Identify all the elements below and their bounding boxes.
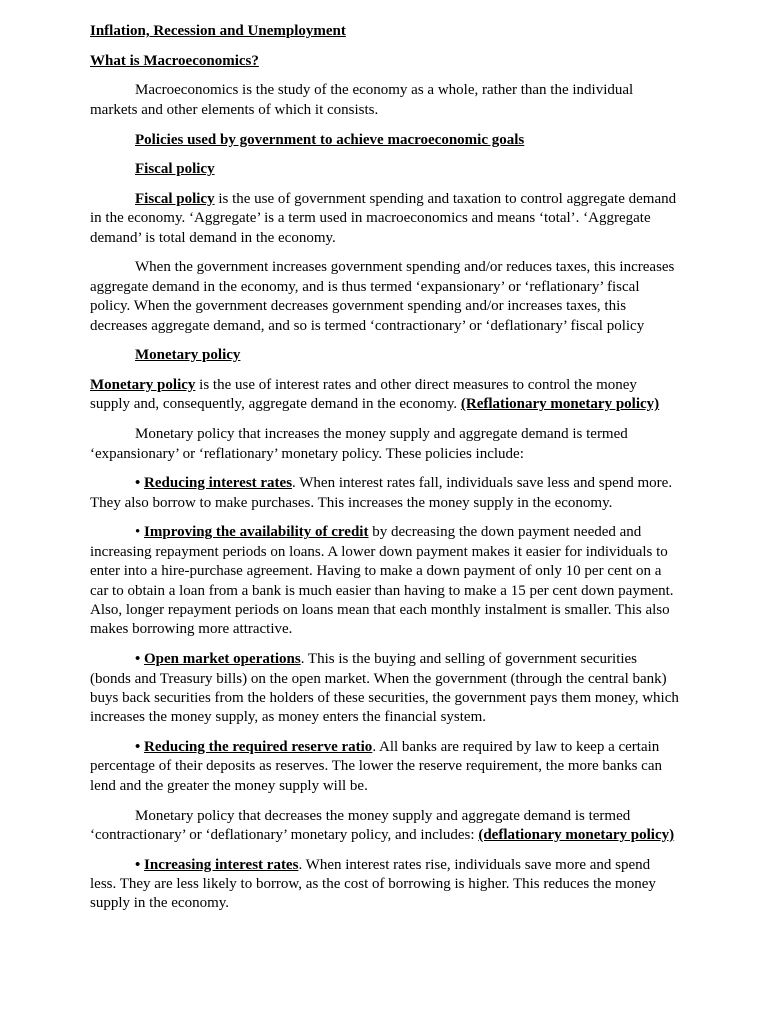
fiscal-paragraph-2: When the government increases government spending and/or reduces taxes, this increases aggregate demand in the economy, and is thus termed ‘expansionary’ or ‘reflationary’ fiscal policy. When the government decreases government spending and/or increases taxes, this decreases aggregate demand, and so is termed ‘contractionary’ or ‘deflationary’ fiscal policy	[90, 259, 675, 334]
monetary-term: Monetary policy	[90, 377, 196, 394]
monetary-heading: Monetary policy	[135, 347, 241, 364]
expansionary-intro: Monetary policy that increases the money supply and aggregate demand is termed ‘expansionary’ or ‘reflationary’ monetary policy. These policies include:	[90, 426, 628, 462]
monetary-definition: Monetary policy is the use of interest rates and other direct measures to control the money supply and, consequently, aggregate demand in the economy. (Reflationary monetary policy)	[90, 377, 660, 413]
fiscal-heading: Fiscal policy	[135, 161, 215, 178]
fiscal-definition: Fiscal policy is the use of government spending and taxation to control aggregate demand in the economy. ‘Aggregate’ is a term used in macroeconomics and means ‘total’. ‘Aggregate demand’ is total demand in the economy.	[90, 190, 677, 246]
what-heading: What is Macroeconomics?	[90, 52, 259, 69]
bullet-reserve-ratio: • Reducing the required reserve ratio. All banks are required by law to keep a certain percentage of their deposits as reserves. The lower the reserve requirement, the more banks can lend and the greater the money supply will be.	[90, 739, 662, 794]
policies-heading: Policies used by government to achieve macroeconomic goals	[135, 131, 525, 148]
document-title: Inflation, Recession and Unemployment	[90, 23, 346, 39]
fiscal-term: Fiscal policy	[135, 190, 215, 207]
document-page	[90, 22, 680, 924]
deflationary-label: (deflationary monetary policy)	[478, 826, 675, 843]
bullet-open-market-operations: • Open market operations. This is the buying and selling of government securities (bonds and Treasury bills) on the open market. When the government (through the central bank) buys back securities from the holders of these securities, the government pays them money, which increases the money supply, as money enters the financial system.	[90, 651, 679, 726]
bullet-availability-of-credit: • Improving the availability of credit by decreasing the down payment needed and increasing repayment periods on loans. A lower down payment makes it easier for individuals to enter into a hire-purchase agreement. Having to make a down payment of only 10 per cent on a car to obtain a loan from a bank is much easier than having to make a 15 per cent down payment. Also, longer repayment periods on loans mean that each monthly instalment is smaller. This also makes borrowing more attractive.	[90, 524, 674, 638]
contractionary-intro: Monetary policy that decreases the money supply and aggregate demand is termed ‘contractionary’ or ‘deflationary’ monetary policy, and includes: (deflationary monetary policy)	[90, 807, 675, 843]
reflationary-label: (Reflationary monetary policy)	[460, 396, 660, 413]
bullet-increasing-interest-rates: • Increasing interest rates. When interest rates rise, individuals save more and spend less. They are less likely to borrow, as the cost of borrowing is higher. This reduces the money supply in the economy.	[90, 856, 656, 912]
bullet-reducing-interest-rates: • Reducing interest rates. When interest rates fall, individuals save less and spend more. They also borrow to make purchases. This increases the money supply in the economy.	[90, 475, 673, 511]
intro-paragraph: Macroeconomics is the study of the economy as a whole, rather than the individual markets and other elements of which it consists.	[90, 82, 634, 118]
